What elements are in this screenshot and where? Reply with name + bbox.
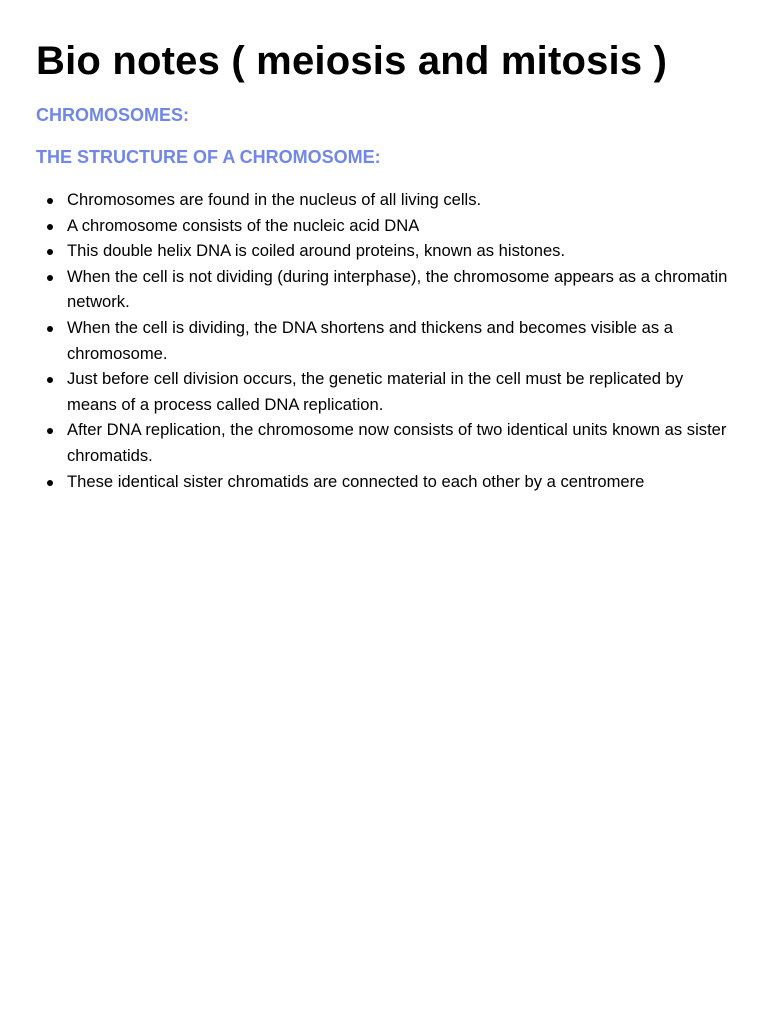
bullet-dot-icon: [47, 377, 53, 383]
bullet-list: [36, 187, 732, 494]
bullet-dot-icon: [47, 275, 53, 281]
bullet-item: [36, 238, 732, 264]
bullet-text: A chromosome consists of the nucleic acid DNA: [67, 215, 420, 235]
page-title: Bio notes ( meiosis and mitosis ): [36, 39, 668, 83]
bullet-item: [36, 366, 732, 417]
bullet-dot-icon: [47, 480, 53, 486]
bullet-item: [36, 315, 732, 366]
bullet-dot-icon: [47, 198, 53, 204]
bullet-text: After DNA replication, the chromosome now consists of two identical units known as sister chromatids.: [67, 420, 727, 465]
section-heading-structure: THE STRUCTURE OF A CHROMOSOME:: [36, 147, 381, 167]
bullet-text: Chromosomes are found in the nucleus of all living cells.: [67, 190, 482, 209]
bullet-item: [36, 469, 732, 495]
bullet-text: This double helix DNA is coiled around proteins, known as histones.: [67, 241, 566, 261]
bullet-item: [36, 417, 732, 468]
bullet-item: [36, 187, 732, 213]
bullet-text: Just before cell division occurs, the genetic material in the cell must be replicated by means of a process called DNA replication.: [67, 369, 684, 414]
bullet-item: [36, 213, 732, 239]
bullet-text: When the cell is dividing, the DNA shortens and thickens and becomes visible as a chromosome.: [67, 317, 673, 363]
bullet-dot-icon: [47, 224, 53, 230]
bullet-item: [36, 264, 732, 315]
bullet-dot-icon: [47, 326, 53, 332]
bullet-dot-icon: [47, 249, 53, 255]
bullet-dot-icon: [47, 428, 53, 434]
section-heading-chromosomes: CHROMOSOMES:: [36, 105, 189, 125]
bullet-text: When the cell is not dividing (during interphase), the chromosome appears as a chromatin network.: [67, 266, 728, 312]
bullet-text: These identical sister chromatids are connected to each other by a centromere: [67, 471, 645, 491]
